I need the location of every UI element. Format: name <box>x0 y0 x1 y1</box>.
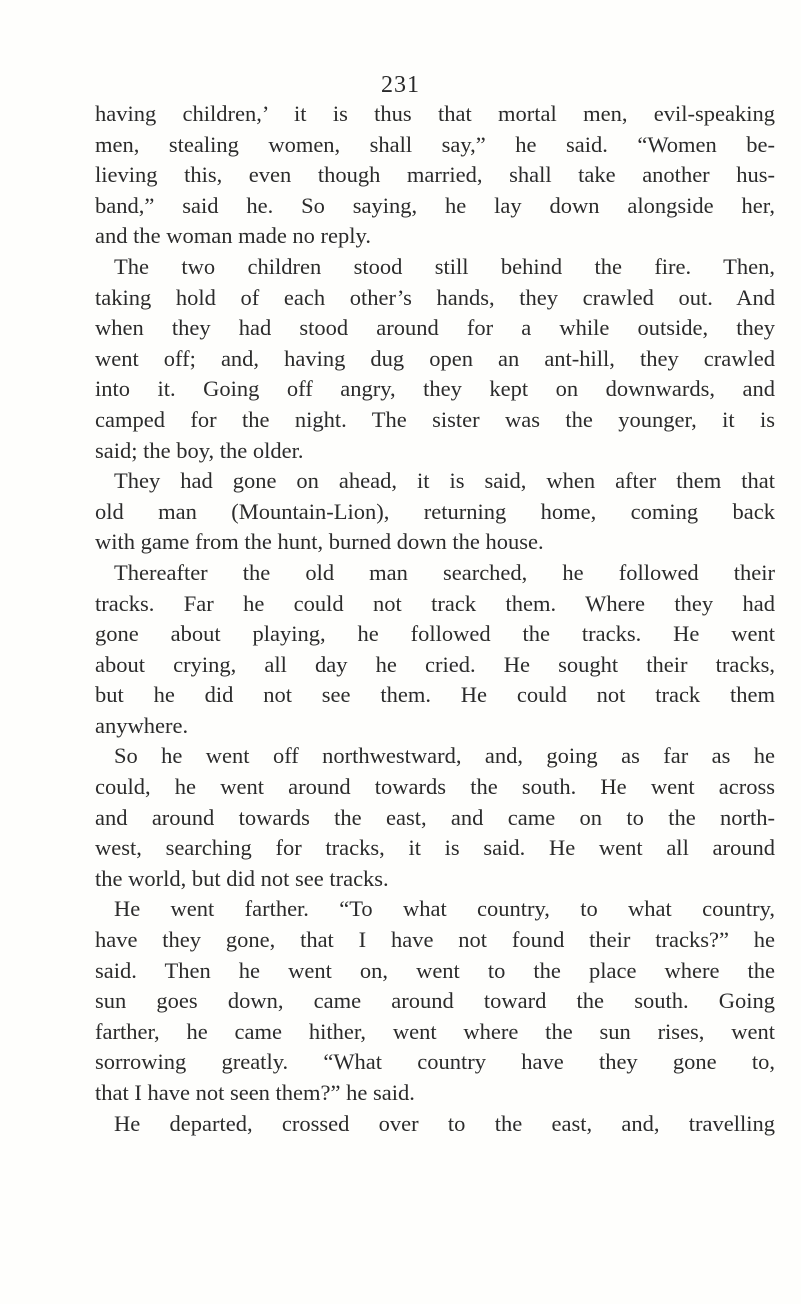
text-line: They had gone on ahead, it is said, when after them that <box>114 468 775 494</box>
text-line: and the woman made no reply. <box>95 223 371 249</box>
text-line: could, he went around towards the south. He went across <box>95 774 775 800</box>
text-line: gone about playing, he followed the tracks. He went <box>95 621 775 647</box>
text-line: said; the boy, the older. <box>95 437 304 463</box>
text-line: anywhere. <box>95 712 189 738</box>
text-line: that I have not seen them?” he said. <box>95 1080 415 1105</box>
text-line: sun goes down, came around toward the south. Going <box>95 988 775 1014</box>
body-text <box>95 99 775 1139</box>
text-line: about crying, all day he cried. He sought their tracks, <box>95 651 775 677</box>
text-line: men, stealing women, shall say,” he said. “Women be- <box>95 131 775 157</box>
text-line: Thereafter the old man searched, he followed their <box>114 559 775 585</box>
text-line: old man (Mountain-Lion), returning home, coming back <box>95 498 775 524</box>
text-line: taking hold of each other’s hands, they crawled out. And <box>95 284 775 310</box>
text-line: but he did not see them. He could not track them <box>95 682 775 708</box>
text-line: having children,’ it is thus that mortal men, evil-speaking <box>95 101 775 126</box>
text-line: with game from the hunt, burned down the house. <box>95 529 544 555</box>
text-line: when they had stood around for a while outside, they <box>95 315 775 341</box>
text-line: farther, he came hither, went where the sun rises, went <box>95 1018 775 1044</box>
text-line: So he went off northwestward, and, going as far as he <box>114 743 775 769</box>
text-line: said. Then he went on, went to the place where the <box>95 957 775 983</box>
text-line: have they gone, that I have not found their tracks?” he <box>95 927 775 953</box>
text-line: camped for the night. The sister was the younger, it is <box>95 406 775 432</box>
text-line: lieving this, even though married, shall take another hus- <box>95 162 775 188</box>
text-line: band,” said he. So saying, he lay down alongside her, <box>95 192 775 218</box>
page-number: 231 <box>381 72 420 98</box>
text-line: The two children stood still behind the fire. Then, <box>114 253 775 279</box>
text-line: the world, but did not see tracks. <box>95 865 389 891</box>
text-line: into it. Going off angry, they kept on downwards, and <box>95 376 775 402</box>
text-line: sorrowing greatly. “What country have they gone to, <box>95 1049 775 1075</box>
text-line: and around towards the east, and came on to the north- <box>95 804 775 830</box>
text-line: went off; and, having dug open an ant-hill, they crawled <box>95 345 775 371</box>
text-line: tracks. Far he could not track them. Where they had <box>95 590 775 616</box>
text-line: He departed, crossed over to the east, and, travelling <box>114 1110 775 1136</box>
text-line: west, searching for tracks, it is said. He went all around <box>95 835 775 861</box>
text-line: He went farther. “To what country, to what country, <box>114 896 775 922</box>
